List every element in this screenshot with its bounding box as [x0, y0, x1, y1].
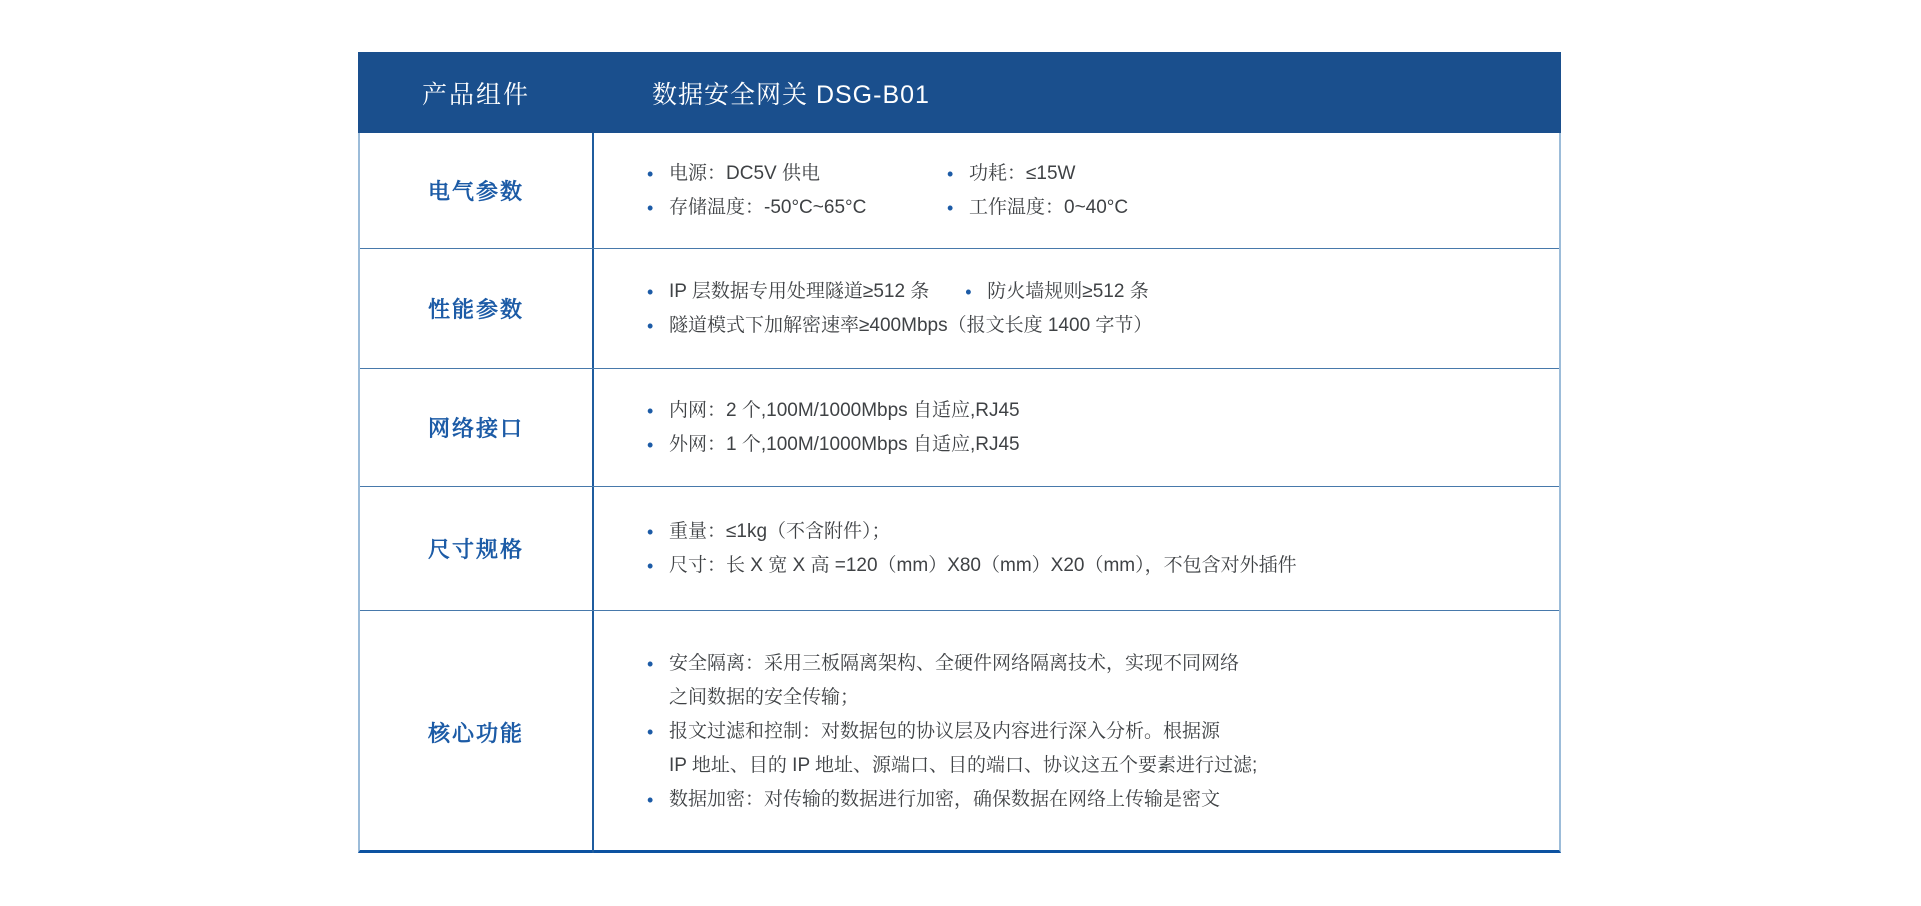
- row-content-core-functions: [594, 611, 1559, 853]
- bullet-item: [947, 191, 1559, 225]
- bullet-text: [669, 783, 1220, 817]
- spec-text: 尺寸：长 X 宽 X 高 =120（mm）X80（mm）X20（mm），不包含对外插件: [669, 554, 1297, 576]
- bullet-item: [647, 783, 1559, 817]
- row-label-network: 网络接口: [360, 369, 594, 486]
- spec-text: 隧道模式下加解密速率≥400Mbps（报文长度 1400 字节）: [669, 314, 1153, 336]
- bullet-icon: •: [647, 555, 654, 576]
- header-product-name: 数据安全网关 DSG-B01: [652, 80, 930, 109]
- bullet-icon: •: [647, 654, 654, 674]
- bullet-icon: •: [647, 315, 654, 336]
- row-label-electrical: 电气参数: [360, 133, 594, 248]
- spec-text: 重量：≤1kg（不含附件）；: [669, 520, 891, 542]
- bullet-item: [947, 157, 1559, 191]
- bullet-icon: •: [647, 400, 654, 421]
- spec-row-dimensions: [360, 486, 1559, 610]
- row-content-network: [594, 369, 1559, 486]
- row-label-performance: 性能参数: [360, 249, 594, 368]
- bullet-icon: •: [647, 281, 654, 302]
- bullet-text: [669, 715, 1257, 783]
- bullet-icon: •: [947, 197, 954, 218]
- spec-row-core-functions: [360, 610, 1559, 853]
- spec-text: 安全隔离：采用三板隔离架构、全硬件网络隔离技术，实现不同网络: [669, 653, 1240, 674]
- bullet-text: [669, 647, 1239, 715]
- spec-text: 之间数据的安全传输；: [669, 687, 860, 708]
- performance-line-1: [647, 275, 1559, 309]
- row-label-dimensions: 尺寸规格: [360, 487, 594, 610]
- bullet-icon: •: [647, 434, 654, 455]
- bullet-item: [647, 647, 1559, 715]
- bullet-item: [647, 515, 1559, 549]
- bullet-icon: •: [647, 790, 654, 810]
- row-content-dimensions: [594, 487, 1559, 610]
- bullet-icon: •: [647, 521, 654, 542]
- spec-text: IP 地址、目的 IP 地址、源端口、目的端口、协议这五个要素进行过滤;: [669, 755, 1258, 776]
- header-product-component-label: 产品组件: [421, 80, 530, 109]
- bullet-item: [647, 275, 929, 309]
- row-content-performance: [594, 249, 1559, 368]
- row-content-electrical: [594, 133, 1559, 248]
- bullet-item: [647, 191, 947, 225]
- spec-text: 内网：2 个,100M/1000Mbps 自适应,RJ45: [669, 399, 1020, 421]
- spec-text: 存储温度：-50°C~65°C: [669, 196, 867, 218]
- bullet-icon: •: [647, 163, 654, 184]
- bullet-icon: •: [965, 281, 972, 302]
- bullet-icon: •: [947, 163, 954, 184]
- bullet-item: [965, 275, 1148, 309]
- spec-text: IP 层数据专用处理隧道≥512 条: [669, 280, 930, 302]
- spec-text: 防火墙规则≥512 条: [987, 280, 1149, 302]
- electrical-items-grid: [647, 157, 1559, 225]
- row-label-core-functions: 核心功能: [360, 611, 594, 853]
- bullet-item: [647, 715, 1559, 783]
- bullet-item: [647, 309, 1559, 343]
- spec-row-performance: [360, 248, 1559, 368]
- spec-text: 功耗：≤15W: [969, 162, 1076, 184]
- bullet-item: [647, 394, 1559, 428]
- spec-text: 外网：1 个,100M/1000Mbps 自适应,RJ45: [669, 433, 1020, 455]
- spec-row-electrical: [360, 133, 1559, 248]
- bullet-item: [647, 428, 1559, 462]
- table-header-row: [358, 52, 1561, 133]
- product-spec-table: [358, 52, 1561, 853]
- spec-text: 工作温度：0~40°C: [969, 196, 1129, 218]
- spec-text: 数据加密：对传输的数据进行加密，确保数据在网络上传输是密文: [669, 789, 1221, 810]
- bullet-icon: •: [647, 197, 654, 218]
- spec-text: 电源：DC5V 供电: [669, 162, 820, 184]
- spec-text: 报文过滤和控制：对数据包的协议层及内容进行深入分析。根据源: [669, 721, 1221, 742]
- bullet-item: [647, 549, 1559, 583]
- bullet-icon: •: [647, 722, 654, 742]
- bullet-item: [647, 157, 947, 191]
- spec-row-network: [360, 368, 1559, 486]
